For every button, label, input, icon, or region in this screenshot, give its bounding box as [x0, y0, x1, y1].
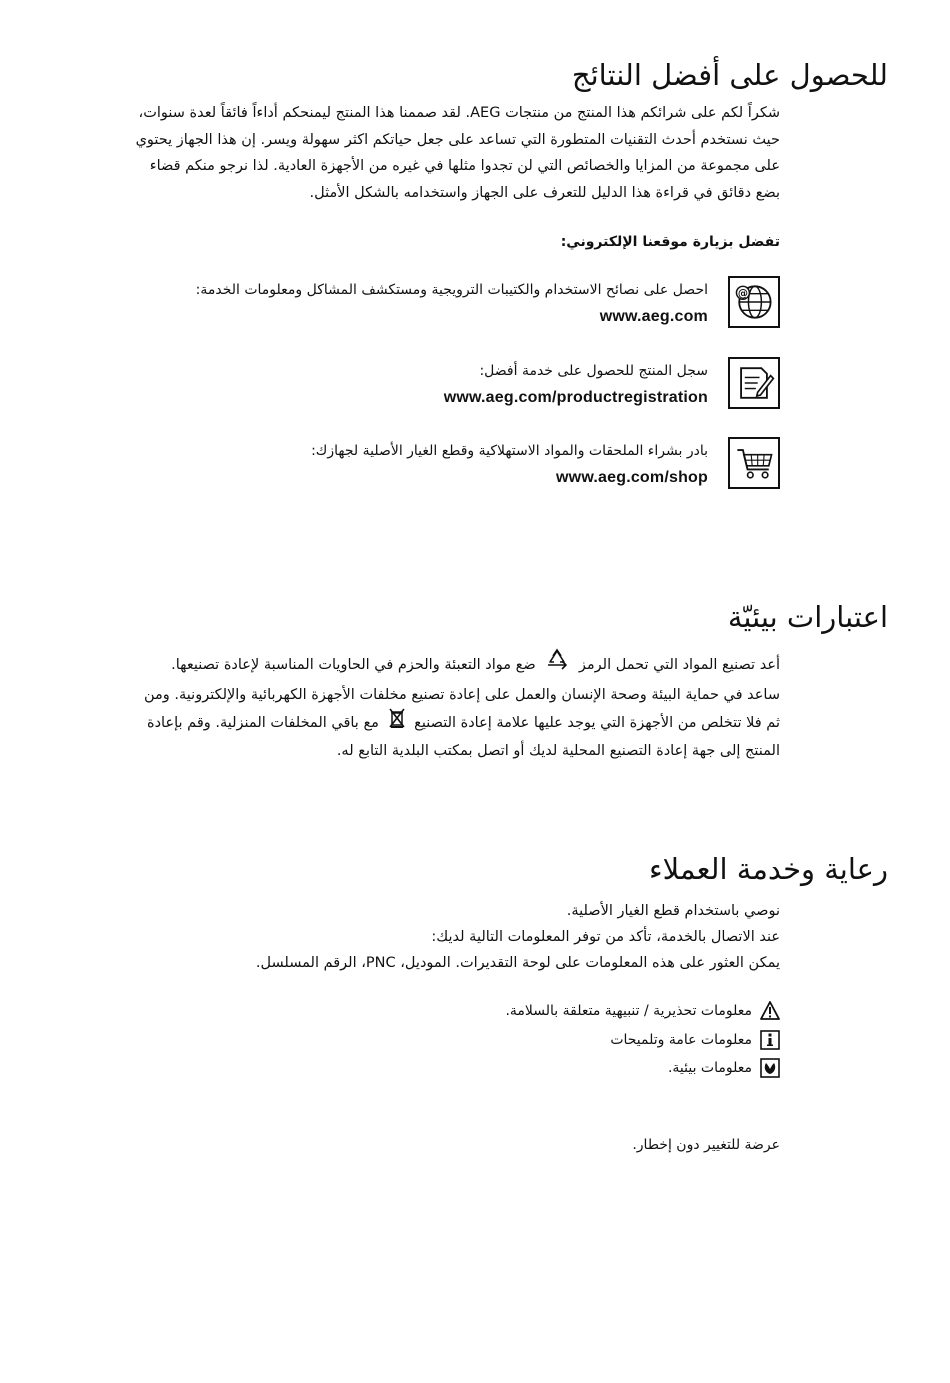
link-row-tips — [140, 276, 780, 332]
section-title-environment: اعتبارات بيئيّة — [727, 600, 888, 634]
legend-warning — [505, 1001, 780, 1021]
environment-line — [140, 708, 780, 738]
svg-text:@: @ — [737, 288, 748, 300]
legend-environment — [668, 1058, 780, 1078]
environment-text: ثم فلا تتخلص من الأجهزة التي يوجد عليها علامة إعادة التصنيع — [414, 714, 780, 731]
link-row-registration — [140, 357, 780, 413]
legend-info-text: معلومات عامة وتلميحات — [610, 1032, 752, 1048]
environment-line: المنتج إلى جهة إعادة التصنيع المحلية لديك أو اتصل بمكتب البلدية التابع له. — [336, 742, 780, 759]
visit-website-heading: تفضل بزيارة موقعنا الإلكتروني: — [560, 234, 780, 250]
section-title-customer-care: رعاية وخدمة العملاء — [648, 852, 888, 886]
shop-link-description: بادر بشراء الملحقات والمواد الاستهلاكية وقطع الغيار الأصلية لجهازك: — [311, 443, 708, 459]
registration-form-icon — [728, 357, 780, 409]
intro-paragraph — [135, 100, 780, 206]
environment-line: ساعد في حماية البيئة وصحة الإنسان والعمل على إعادة تصنيع مخلفات الأجهزة الكهربائية والإلكترونية. ومن — [143, 686, 780, 703]
info-icon — [760, 1030, 780, 1050]
change-notice: عرضة للتغيير دون إخطار. — [632, 1137, 780, 1153]
intro-line: حيث نستخدم أحدث التقنيات المتطورة التي تساعد على جعل حياتكم اكثر سهولة ويسر. إن هذا الجهاز يحتوي — [135, 131, 780, 148]
legend-info — [610, 1030, 780, 1050]
customer-care-paragraph — [140, 898, 780, 976]
customer-care-line: يمكن العثور على هذه المعلومات على لوحة التقديرات. الموديل، PNC، الرقم المسلسل. — [255, 955, 780, 971]
recycle-icon — [544, 648, 570, 682]
warning-triangle-icon — [760, 1001, 780, 1021]
environment-leaf-icon — [760, 1058, 780, 1078]
environment-line — [140, 648, 780, 682]
environment-text: مع باقي المخلفات المنزلية. وقم بإعادة — [147, 714, 379, 731]
shopping-cart-icon — [728, 437, 780, 489]
aeg-shop-link[interactable]: www.aeg.com/shop — [556, 469, 708, 486]
crossed-bin-icon — [388, 708, 406, 738]
legend-warning-text: معلومات تحذيرية / تنبيهية متعلقة بالسلامة. — [505, 1003, 752, 1019]
legend-environment-text: معلومات بيئية. — [667, 1060, 752, 1076]
environment-text: أعد تصنيع المواد التي تحمل الرمز — [578, 656, 780, 673]
intro-line: بضع دقائق في قراءة هذا الدليل للتعرف على الجهاز واستخدامه بالشكل الأمثل. — [309, 184, 780, 201]
environment-paragraph — [140, 648, 780, 764]
product-registration-link[interactable]: www.aeg.com/productregistration — [443, 389, 708, 406]
environment-text: ضع مواد التعبئة والحزم في الحاويات المناسبة لإعادة تصنيعها. — [171, 656, 536, 673]
registration-link-description: سجل المنتج للحصول على خدمة أفضل: — [479, 363, 708, 379]
intro-line: على مجموعة من المزايا والخصائص التي لن تجدوا مثلها في غيره من الأجهزة العادية. لذا نرجو منكم قضاء — [149, 158, 780, 174]
customer-care-line: نوصي باستخدام قطع الغيار الأصلية. — [566, 903, 780, 919]
globe-at-icon — [728, 276, 780, 328]
link-row-shop — [140, 437, 780, 493]
section-title-best-results: للحصول على أفضل النتائج — [571, 58, 888, 92]
intro-line: شكراً لكم على شرائكم هذا المنتج من منتجات AEG. لقد صممنا هذا المنتج ليمنحكم أداءاً فائقاً لعدة سنوات، — [138, 105, 780, 121]
customer-care-line: عند الاتصال بالخدمة، تأكد من توفر المعلومات التالية لديك: — [431, 929, 780, 945]
tips-link-description: احصل على نصائح الاستخدام والكتيبات الترويجية ومستكشف المشاكل ومعلومات الخدمة: — [195, 282, 708, 298]
aeg-website-link[interactable]: www.aeg.com — [599, 308, 708, 325]
